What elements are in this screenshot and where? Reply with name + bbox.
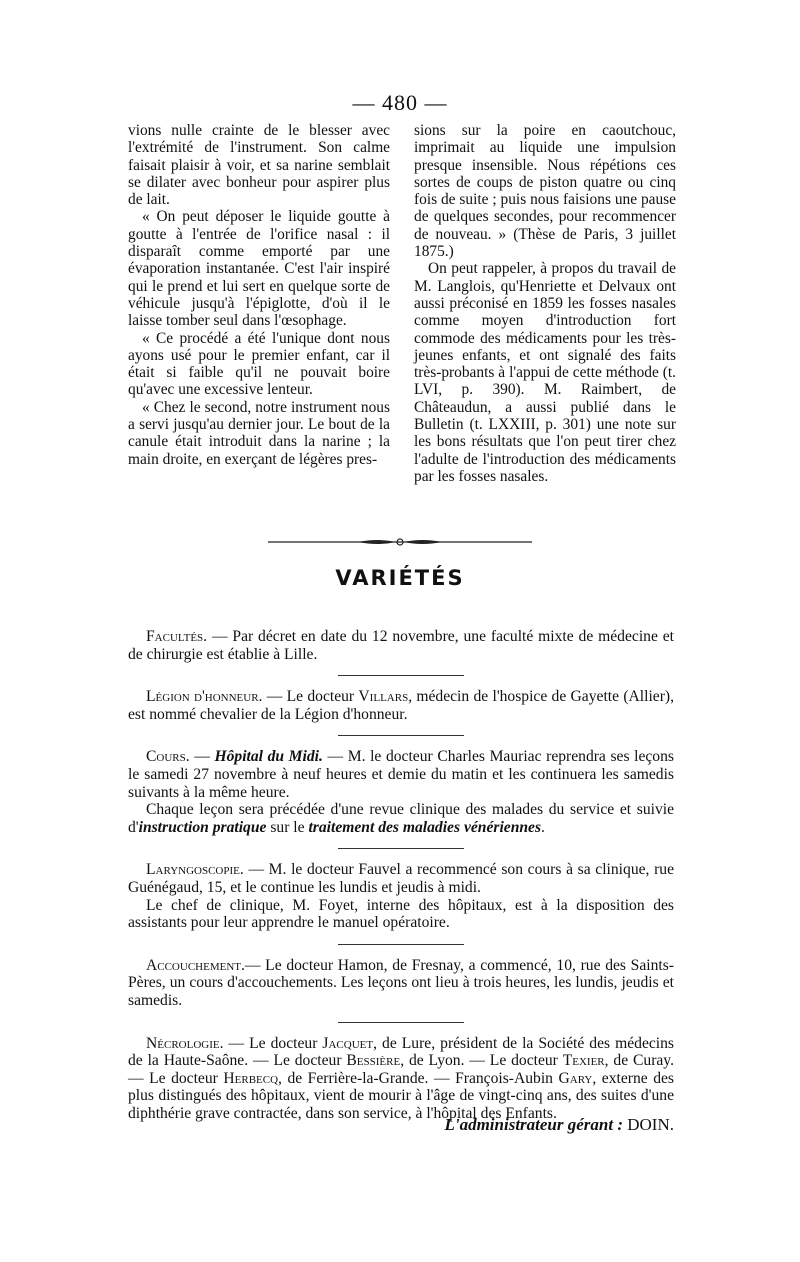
- item-text: , de Ferrière-la-Grande. — François-Aubin: [278, 1069, 553, 1087]
- person-name: Texier: [562, 1052, 605, 1070]
- item-text: — Le docteur: [266, 688, 355, 706]
- place-name: Hôpital du Midi.: [214, 748, 323, 766]
- signature-name: DOIN.: [627, 1115, 674, 1134]
- left-paragraph: « Ce procédé a été l'unique dont nous ayons usé pour le premier enfant, car il était si faible qu'il ne pouvait boire qu'avec une excessive lenteur.: [128, 329, 390, 399]
- news-item-cours: [128, 748, 674, 836]
- person-name: Bessière: [346, 1052, 401, 1070]
- item-heading: Cours.: [146, 748, 190, 766]
- separator-rule: [338, 735, 464, 736]
- item-text: — M. le docteur Charles Mauriac reprendra ses leçons le samedi 27 novembre à neuf heures et demie du matin et les continuera les samedis suivants à la même heure.: [128, 748, 674, 801]
- news-item-laryngoscopie: [128, 861, 674, 931]
- separator-rule: [338, 944, 464, 945]
- person-name: Villars: [358, 688, 409, 706]
- news-items: [128, 628, 674, 1122]
- item-text: , médecin de l'hospice de Gayette (Allier), est nommé chevalier de la Légion d'honneur.: [128, 688, 674, 723]
- signature-label: L'administrateur gérant :: [444, 1115, 623, 1134]
- item-heading: Facultés.: [146, 628, 208, 645]
- item-text: — Par décret en date du 12 novembre, une faculté mixte de médecine et de chirurgie est établie à Lille.: [128, 628, 674, 663]
- item-text: Le chef de clinique, M. Foyet, interne des hôpitaux, est à la disposition des assistants pour leur apprendre le manuel opératoire.: [128, 896, 674, 932]
- item-heading: Nécrologie.: [146, 1034, 224, 1052]
- section-title: VARIÉTÉS: [335, 566, 465, 590]
- ornamental-rule: [268, 536, 532, 548]
- item-text: , de Lyon. — Le docteur: [400, 1052, 558, 1070]
- item-text: —: [194, 748, 210, 766]
- news-item-necrologie: [128, 1035, 674, 1123]
- item-text: — Le docteur Hamon, de Fresnay, a commencé, 10, rue des Saints-Pères, un cours d'accouchements. Les leçons ont lieu à trois heures, les lundis, jeudis et samedis.: [128, 956, 674, 1009]
- right-paragraph: sions sur la poire en caoutchouc, imprimait au liquide une impulsion presque insensible. Nous répétions ces sortes de coups de piston quatre ou cinq fois de suite ; puis nous faisions une pause de quelques secondes, pour recommencer de nouveau. » (Thèse de Paris, 3 juillet 1875.): [414, 122, 676, 261]
- person-name: Gary: [558, 1069, 593, 1087]
- item-heading: Laryngoscopie.: [146, 861, 244, 879]
- item-text: sur le: [266, 818, 309, 836]
- item-heading: Accouchement.: [146, 956, 245, 974]
- left-column: [128, 122, 390, 485]
- two-column-text: [128, 122, 676, 485]
- item-heading: Légion d'honneur.: [146, 688, 263, 706]
- item-text: , de Lure, président de la Société des médecins de la Haute-Saône. — Le docteur: [128, 1034, 674, 1070]
- person-name: Jacquet: [322, 1034, 374, 1052]
- signature: [444, 1115, 674, 1135]
- emphasis: instruction pratique: [138, 818, 267, 836]
- item-text: — Le docteur: [228, 1034, 318, 1052]
- left-paragraph: vions nulle crainte de le blesser avec l'extrémité de l'instrument. Son calme faisait plaisir à voir, et sa narine semblait se dilater avec bonheur pour aspirer plus de lait.: [128, 122, 390, 209]
- person-name: Herbecq: [223, 1069, 279, 1087]
- news-item-accouchement: [128, 957, 674, 1010]
- item-text: — M. le docteur Fauvel a recommencé son cours à sa clinique, rue Guénégaud, 15, et le continue les lundis et jeudis à midi.: [128, 861, 674, 896]
- page-number: — 480 —: [352, 90, 448, 115]
- item-text: , de Curay. — Le docteur: [128, 1052, 674, 1087]
- left-paragraph: « On peut déposer le liquide goutte à goutte à l'entrée de l'orifice nasal : il disparaît comme emporté par une évaporation instantanée. C'est l'air inspiré qui le prend et lui sert en quelque sorte de véhicule jusqu'à l'épiglotte, d'où il le laisse tomber seul dans l'œsophage.: [128, 208, 390, 330]
- left-paragraph: « Chez le second, notre instrument nous a servi jusqu'au dernier jour. Le bout de la canule était introduit dans la narine ; la main droite, en exerçant de légères pres-: [128, 398, 390, 468]
- item-text: , externe des plus distingués des hôpitaux, vient de mourir à l'âge de vingt-cinq ans, des suites d'une diphthérie grave contractée, dans son service, à l'hôpital des Enfants.: [128, 1069, 674, 1122]
- right-column: [414, 122, 676, 485]
- item-text: Chaque leçon sera précédée d'une revue clinique des malades du service et suivie d': [128, 801, 674, 836]
- item-text: .: [541, 818, 545, 836]
- news-item-legion: [128, 688, 674, 723]
- separator-rule: [338, 1022, 464, 1023]
- separator-rule: [338, 675, 464, 676]
- news-item-facultes: [128, 628, 674, 663]
- right-paragraph: On peut rappeler, à propos du travail de M. Langlois, qu'Henriette et Delvaux ont aussi préconisé en 1859 les fosses nasales comme moyen d'introduction fort commode des médicaments pour les très-jeunes enfants, et ont signalé des faits très-probants à l'appui de cette méthode (t. LVI, p. 390). M. Raimbert, de Châteaudun, a aussi publié dans le Bulletin (t. LXXIII, p. 301) une note sur les bons résultats que l'on peut tirer chez l'adulte de l'introduction des médicaments par les fosses nasales.: [414, 260, 676, 485]
- separator-rule: [338, 848, 464, 849]
- emphasis: traitement des maladies vénériennes: [308, 818, 542, 836]
